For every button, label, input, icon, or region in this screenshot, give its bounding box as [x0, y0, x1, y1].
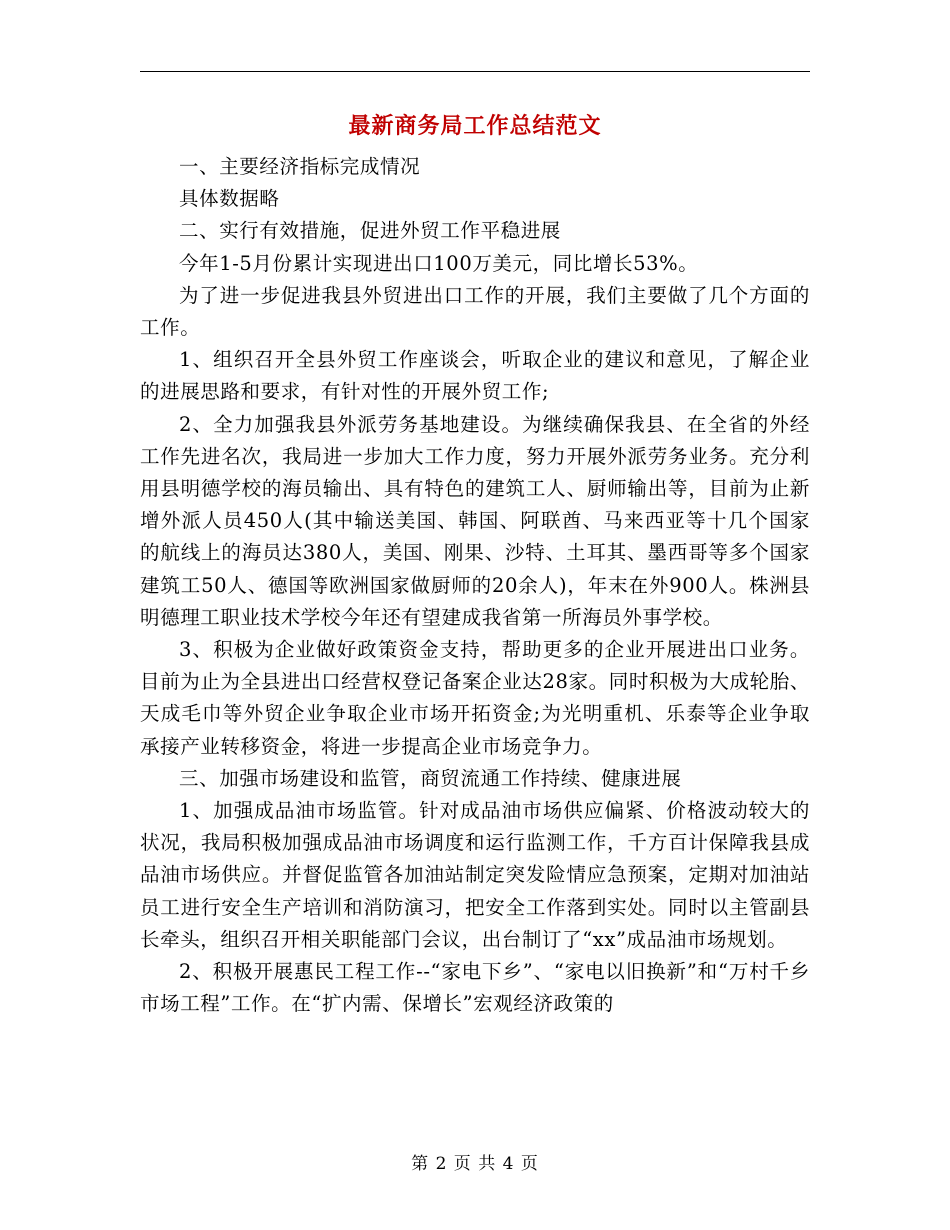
paragraph: 1、组织召开全县外贸工作座谈会，听取企业的建议和意见，了解企业的进展思路和要求，有针对性的开展外贸工作; [140, 348, 810, 404]
paragraph: 一、主要经济指标完成情况 [179, 155, 421, 178]
paragraph: 2、全力加强我县外派劳务基地建设。为继续确保我县、在全省的外经工作先进名次，我局进一步加大工作力度，努力开展外派劳务业务。充分利用县明德学校的海员输出、具有特色的建筑工人、厨师输出等，目前为止新增外派人员450人(其中输送美国、韩国、阿联酋、马来西亚等十几个国家的航线上的海员达380人，美国、刚果、沙特、土耳其、墨西哥等多个国家建筑工50人、德国等欧洲国家做厨师的20余人)，年末在外900人。株洲县明德理工职业技术学校今年还有望建成我省第一所海员外事学校。 [140, 412, 810, 629]
paragraph: 1、加强成品油市场监管。针对成品油市场供应偏紧、价格波动较大的状况，我局积极加强成品油市场调度和运行监测工作，千方百计保障我县成品油市场供应。并督促监管各加油站制定突发险情应急预案，定期对加油站员工进行安全生产培训和消防演习，把安全工作落到实处。同时以主管副县长牵头，组织召开相关职能部门会议，出台制订了“xx”成品油市场规划。 [140, 799, 810, 951]
page-footer: 第 2 页 共 4 页 [411, 1154, 539, 1174]
header-rule [140, 71, 810, 72]
paragraph: 今年1-5月份累计实现进出口100万美元，同比增长53%。 [179, 251, 699, 275]
document-title: 最新商务局工作总结范文 [348, 113, 602, 139]
paragraph: 为了进一步促进我县外贸进出口工作的开展，我们主要做了几个方面的工作。 [140, 283, 810, 340]
document-body [140, 151, 810, 1020]
paragraph: 2、积极开展惠民工程工作--“家电下乡”、“家电以旧换新”和“万村千乡市场工程”工作。在“扩内需、保增长”宏观经济政策的 [140, 960, 810, 1016]
paragraph: 三、加强市场建设和监管，商贸流通工作持续、健康进展 [179, 766, 682, 790]
paragraph: 二、实行有效措施，促进外贸工作平稳进展 [179, 219, 561, 243]
paragraph: 3、积极为企业做好政策资金支持，帮助更多的企业开展进出口业务。目前为止为全县进出口经营权登记备案企业达28家。同时积极为大成轮胎、天成毛巾等外贸企业争取企业市场开拓资金;为光明重机、乐泰等企业争取承接产业转移资金，将进一步提高企业市场竞争力。 [140, 638, 810, 758]
paragraph: 具体数据略 [179, 187, 280, 211]
